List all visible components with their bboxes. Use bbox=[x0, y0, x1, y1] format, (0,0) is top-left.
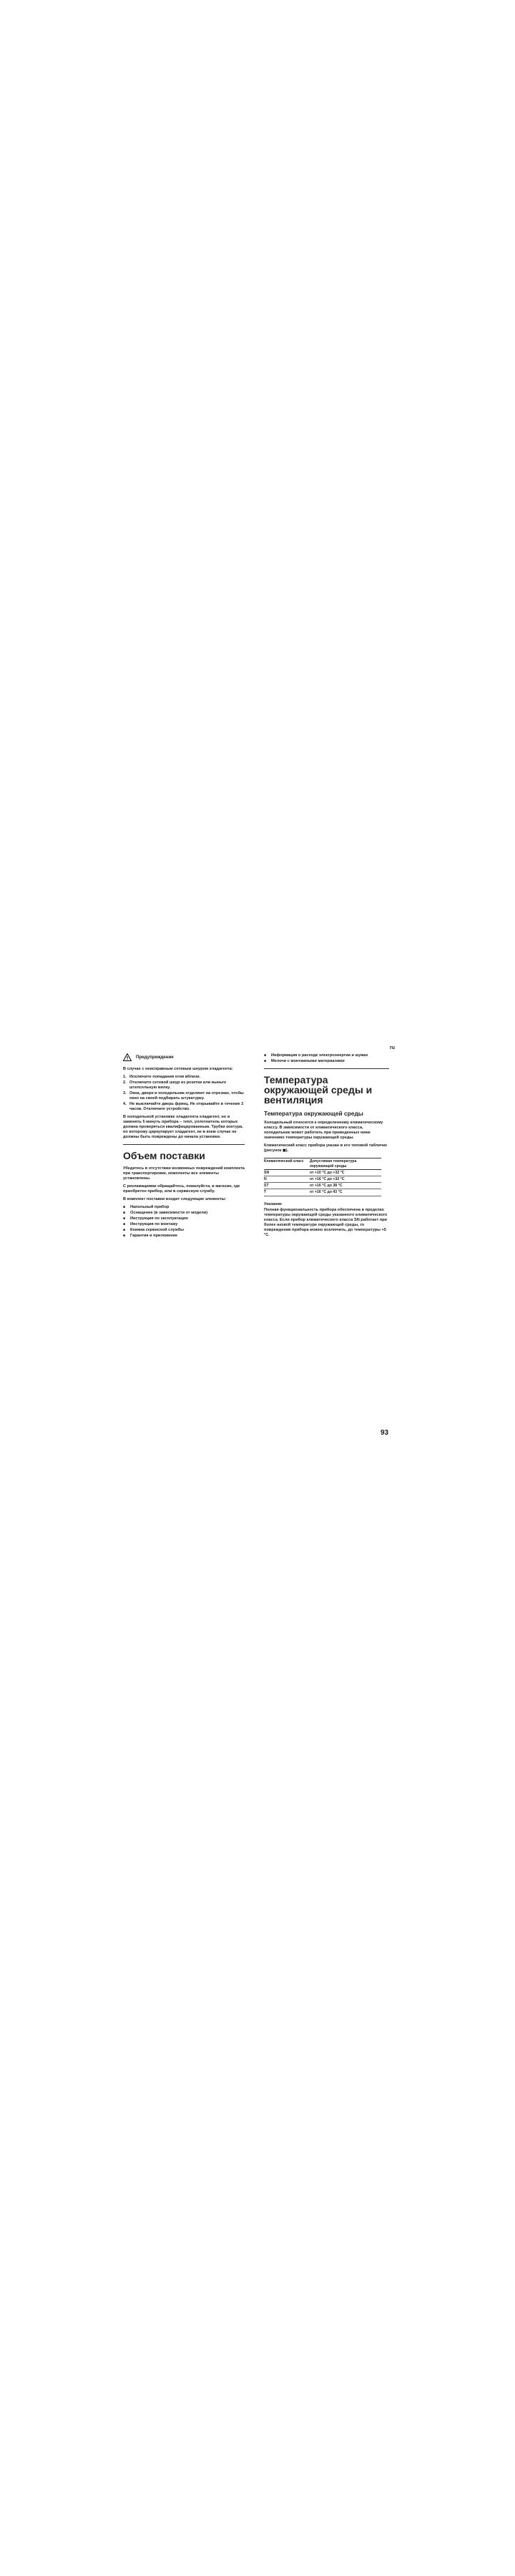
bullet-icon: ■ bbox=[123, 1228, 126, 1233]
list-item: ■ Инструкция по монтажу bbox=[123, 1222, 178, 1227]
list-item: ■ Информация о расходе электроэнергии и шумах bbox=[264, 1053, 368, 1058]
delivery-list-continued bbox=[264, 1053, 389, 1064]
warning-intro: В случае с неисправным сетевым шнуром хладагента: bbox=[123, 1067, 233, 1071]
list-item: ■ Напольный прибор bbox=[123, 1205, 170, 1210]
list-item: 3. Окна, двери и холодильник отделяют на отрезках, чтобы окно на своей подбирать штукатурку. bbox=[123, 1091, 244, 1101]
table-cell: N bbox=[264, 1177, 267, 1181]
table-cell: от +16 °C до 43 °C bbox=[310, 1190, 343, 1195]
list-item: ■ Оснащение (в зависимости от модели) bbox=[123, 1211, 208, 1216]
bullet-icon: ■ bbox=[123, 1222, 126, 1227]
page-number: 93 bbox=[381, 1429, 389, 1437]
table-header-cell: Допустимая температура окружающей среды bbox=[310, 1159, 357, 1169]
table-header-cell: Климатический класс bbox=[264, 1159, 304, 1164]
table-cell: ST bbox=[264, 1184, 269, 1189]
climate-class-table bbox=[264, 1158, 381, 1196]
list-item: 1. Исключите попадания огня вблизи. bbox=[123, 1075, 201, 1079]
list-item: 2. Отключите сетевой шнур из розетки или выньте штепсельную вилку. bbox=[123, 1080, 227, 1090]
table-row bbox=[264, 1176, 381, 1183]
warning-title: Предупреждение bbox=[136, 1055, 174, 1060]
table-cell: от +10 °C до +32 °C bbox=[310, 1170, 345, 1175]
bullet-icon: ■ bbox=[264, 1053, 267, 1058]
left-column bbox=[123, 1053, 245, 1241]
warning-heading bbox=[123, 1053, 245, 1061]
environment-subheading: Температура окружающей среды bbox=[264, 1110, 363, 1118]
note-title: Указание bbox=[264, 1201, 282, 1206]
table-cell: от +16 °C до 38 °C bbox=[310, 1184, 343, 1189]
right-column bbox=[264, 1053, 389, 1241]
delivery-intro-1: Убедитесь в отсутствии возможных повреждений комплекта при транспортировке, комплекты все элементы установлены. bbox=[123, 1166, 245, 1181]
delivery-intro-2: С рекламациями обращайтесь, пожалуйста, в магазин, где приобретен прибор, или в сервисную службу. bbox=[123, 1184, 240, 1194]
bullet-icon: ■ bbox=[123, 1234, 126, 1239]
list-item: ■ Гарантия и приложение bbox=[123, 1234, 178, 1239]
note-text: Полная функциональность прибора обеспечена в пределах температуры окружающей среды указанного климатического класса. Если прибор климатического класса SN работает при более низкой температуре окружающей среды, то повреждения прибора можно исключить, до температуры +5 °C. bbox=[264, 1207, 388, 1237]
environment-heading: Температура окружающей среды и вентиляция bbox=[264, 1074, 373, 1106]
delivery-heading: Объем поставки bbox=[123, 1150, 205, 1162]
section-divider bbox=[264, 1068, 389, 1069]
environment-paragraph-1: Холодильный относится к определенному климатическому классу. В зависимости от климатического класса, холодильник может работать при приведенных ниже значениях температуры окружающей среды. bbox=[264, 1121, 383, 1141]
delivery-intro-3: В комплект поставки входит следующие элементы: bbox=[123, 1197, 227, 1202]
language-tag: ru bbox=[390, 1045, 395, 1050]
table-row bbox=[264, 1183, 381, 1189]
table-header-row bbox=[264, 1158, 381, 1169]
delivery-list bbox=[123, 1205, 245, 1239]
list-item: ■ Мелочи с монтажными материалами bbox=[264, 1059, 345, 1063]
bullet-icon: ■ bbox=[123, 1216, 126, 1221]
environment-paragraph-2: Климатический класс прибора указан в его типовой табличке (рисунок ◼). bbox=[264, 1143, 388, 1153]
section-divider bbox=[123, 1144, 245, 1145]
table-cell: SN bbox=[264, 1170, 270, 1175]
list-item: ■ Инструкция по эксплуатации bbox=[123, 1216, 188, 1221]
table-cell: T bbox=[264, 1190, 267, 1195]
bullet-icon: ■ bbox=[264, 1059, 267, 1063]
list-item: ■ Книжка сервисной службы bbox=[123, 1228, 185, 1233]
warning-triangle-icon bbox=[123, 1053, 132, 1061]
table-row bbox=[264, 1189, 381, 1196]
warning-steps bbox=[123, 1075, 245, 1112]
table-row bbox=[264, 1169, 381, 1176]
bullet-icon: ■ bbox=[123, 1211, 126, 1216]
bullet-icon: ■ bbox=[123, 1205, 126, 1210]
list-item: 4. Не выключайте дверь фрикц. Не открывайте в течение 2 часов. Отключите устройство. bbox=[123, 1102, 244, 1111]
warning-paragraph: В холодильной установке хладагента хладагент, но и заменять 5 минуть прибора – тепл, уплотнитель которых должна проверяться квалифицированным. Трубки контура, по которому циркулирует хладагент, не в коем случае не должны быть повреждены до начала установки. bbox=[123, 1115, 243, 1139]
table-cell: от +16 °C до +32 °C bbox=[310, 1177, 345, 1181]
